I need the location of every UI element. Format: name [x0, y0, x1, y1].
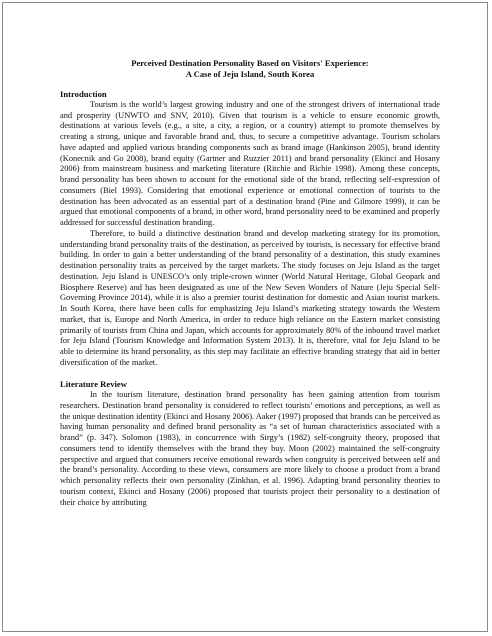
- paper-title-line-1: Perceived Destination Personality Based on Visitors' Experience:: [131, 58, 369, 68]
- section-heading: Literature Review: [60, 379, 127, 390]
- section-heading: Introduction: [60, 89, 107, 100]
- paragraph: Tourism is the world’s largest growing industry and one of the strongest drivers of international trade and prosperity (UNWTO and SNV, 2010). Given that tourism is a vehicle to ensure economic growth, destinations at various levels (e.g., a site, a city, a region, or a country) attempt to promote themselves by creating a strong, unique and favorable brand and, thus, to secure a competitive advantage. Tourism scholars have adapted and applied various branding components such as brand image (Hankinson 2005), brand identity (Konecnik and Go 2008), brand equity (Gartner and Ruzzier 2011) and brand personality (Ekinci and Hosany 2006) from mainstream business and marketing literature (Ritchie and Richie 1998). Among these concepts, brand personality has been shown to account for the emotional side of the brand, reflecting self-expression of consumers (Biel 1993). Considering that emotional experience or emotional connection of tourists to the destination has been advocated as an essential part of a destination brand (Pine and Gilmore 1999), it can be argued that emotional components of a brand, in other word, brand personality need to be examined and properly addressed for successful destination branding.: [60, 99, 440, 228]
- document-page: [2, 2, 488, 632]
- paragraph: In the tourism literature, destination brand personality has been gaining attention from tourism researchers. Destination brand personality is considered to reflect tourists’ emotions and perceptions, as well as the unique destination identity (Ekinci and Hosany 2006). Aaker (1997) proposed that brands can be perceived as having human personality and defined brand personality as “a set of human characteristics associated with a brand” (p. 347). Solomon (1983), in concurrence with Sirgy’s (1982) self-congruity theory, proposed that consumers tend to identify themselves with the brand they buy. Moon (2002) maintained the self-congruity perspective and argued that consumers receive emotional rewards when congruity is perceived between self and the brand’s personality. According to these views, consumers are more likely to choose a product from a brand which personality reflects their own personality (Zinkhan, et al. 1996). Adapting brand personality theories to tourism context, Ekinci and Hosany (2006) proposed that tourists project their personality to a destination of their choice by attributing: [60, 390, 440, 507]
- page-content: [60, 58, 440, 508]
- section-literature-review: [60, 379, 440, 508]
- paragraph: Therefore, to build a distinctive destination brand and develop marketing strategy for its promotion, understanding brand personality traits of the destination, as perceived by tourists, is necessary for effective brand building. In order to gain a better understanding of the brand personality of a destination, this study examines destination personality traits as perceived by the target markets. The study focuses on Jeju Island as the target destination. Jeju Island is UNESCO’s only triple-crown winner (World Natural Heritage, Global Geopark and Biosphere Reserve) and has been designated as one of the New Seven Wonders of Nature (Jeju Special Self-Governing Province 2014), while it is also a premier tourist destination for domestic and Asian tourist markets. In South Korea, there have been calls for emphasizing Jeju Island’s marketing strategy towards the Western market, that is, Europe and North America, in order to reduce high reliance on the Eastern market consisting primarily of tourists from China and Japan, which accounts for approximately 80% of the inbound travel market for Jeju Island (Tourism Knowledge and Information System 2013). It is, therefore, vital for Jeju Island to be able to determine its brand personality, as this step may facilitate an effective branding strategy that aid in better diversification of the market.: [60, 228, 440, 367]
- section-spacer: [60, 369, 440, 380]
- paper-title-line-2: A Case of Jeju Island, South Korea: [185, 68, 315, 79]
- paper-title: [60, 58, 440, 79]
- section-introduction: [60, 89, 440, 369]
